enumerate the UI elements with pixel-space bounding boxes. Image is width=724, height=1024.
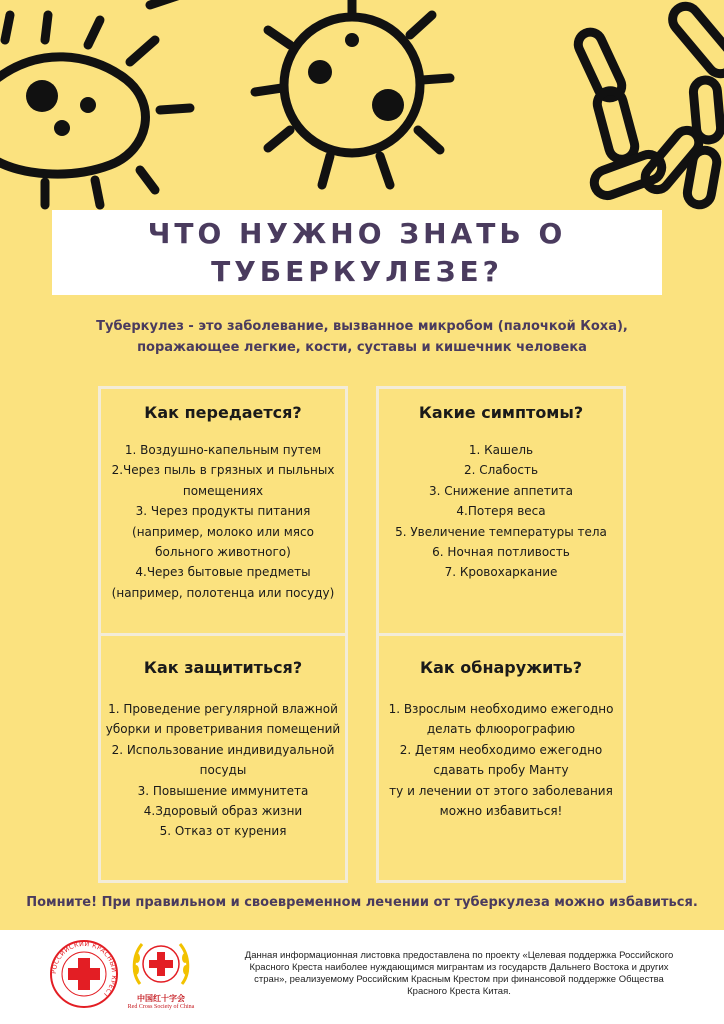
list-item: посуды (199, 763, 247, 778)
card-protection-title: Как защититься? (143, 658, 303, 677)
intro-text (40, 316, 684, 358)
card-symptoms (376, 386, 626, 636)
footer-line: Красного Креста Китая. (407, 986, 511, 997)
bacterium-left-icon (0, 0, 190, 205)
list-item: (например, полотенца или посуду) (111, 585, 335, 600)
intro-line-2: поражающее легкие, кости, суставы и кишечник человека (137, 340, 587, 355)
list-item: сдавать пробу Манту (433, 763, 569, 778)
list-item: 2.Через пыль в грязных и пыльных (111, 463, 335, 478)
footer (0, 930, 724, 1024)
list-item: 2. Использование индивидуальной (111, 742, 335, 757)
footer-line: Красного Креста наиболее нуждающимся мигрантам из государств Дальнего Востока и других (249, 962, 669, 973)
intro-line-1: Туберкулез - это заболевание, вызванное микробом (палочкой Коха), (96, 319, 628, 334)
china-red-cross-caption (116, 994, 206, 1012)
list-item: делать флюорографию (426, 722, 576, 737)
list-item: 4.Потеря веса (456, 504, 546, 519)
virus-middle-icon (255, 0, 450, 185)
card-protection (98, 633, 348, 883)
list-item: 6. Ночная потливость (432, 545, 570, 560)
list-item: 1. Кашель (468, 443, 534, 457)
list-item: 2. Слабость (463, 463, 539, 478)
list-item: 4.Здоровый образ жизни (143, 804, 303, 819)
list-item: уборки и проветривания помещений (105, 722, 341, 737)
china-red-cross-en: Red Cross Society of China (127, 1004, 195, 1010)
footer-disclaimer (228, 950, 690, 998)
card-detection-title: Как обнаружить? (419, 658, 582, 677)
list-item: 7. Кровохаркание (444, 565, 558, 580)
rrc-ring-text: РОССИЙСКИЙ КРАСНЫЙ КРЕСТ (50, 940, 118, 999)
russian-red-cross-logo-icon (48, 938, 120, 1010)
card-symptoms-title: Какие симптомы? (418, 403, 584, 422)
china-red-cross-logo-icon (128, 936, 194, 994)
list-item: (например, молоко или мясо (132, 524, 314, 539)
reminder-text: Помните! При правильном и своевременном лечении от туберкулеза можно избавиться. (26, 895, 698, 910)
list-item: 3. Через продукты питания (135, 504, 311, 519)
page-title-line-2: ТУБЕРКУЛЕЗЕ? (211, 254, 503, 288)
page-title-line-1: ЧТО НУЖНО ЗНАТЬ О (147, 216, 567, 250)
list-item: 3. Снижение аппетита (429, 483, 573, 498)
card-transmission (98, 386, 348, 636)
list-item: 4.Через бытовые предметы (135, 565, 311, 580)
bacilli-right-icon (574, 1, 724, 207)
list-item: 2. Детям необходимо ежегодно (399, 742, 603, 757)
footer-line: Данная информационная листовка предоставлена по проекту «Целевая поддержка Российского (244, 950, 674, 961)
list-item: больного животного) (155, 545, 291, 560)
detection-note-line: ту и лечении от этого заболевания (389, 783, 613, 798)
list-item: 1. Проведение регулярной влажной (108, 702, 338, 716)
list-item: 5. Увеличение температуры тела (395, 524, 607, 539)
microbes-illustration (0, 0, 724, 215)
card-transmission-title: Как передается? (144, 403, 302, 422)
china-red-cross-cn: 中国红十字会 (137, 994, 185, 1003)
list-item: 5. Отказ от курения (159, 824, 287, 839)
card-detection (376, 633, 626, 883)
title-banner (52, 210, 662, 295)
list-item: помещениях (182, 483, 264, 498)
list-item: 1. Воздушно-капельным путем (124, 443, 322, 457)
detection-note-line: можно избавиться! (439, 804, 563, 819)
list-item: 1. Взрослым необходимо ежегодно (388, 702, 614, 716)
list-item: 3. Повышение иммунитета (137, 783, 309, 798)
footer-line: стран», реализуемому Российским Красным Крестом при финансовой поддержке Общества (254, 974, 664, 985)
